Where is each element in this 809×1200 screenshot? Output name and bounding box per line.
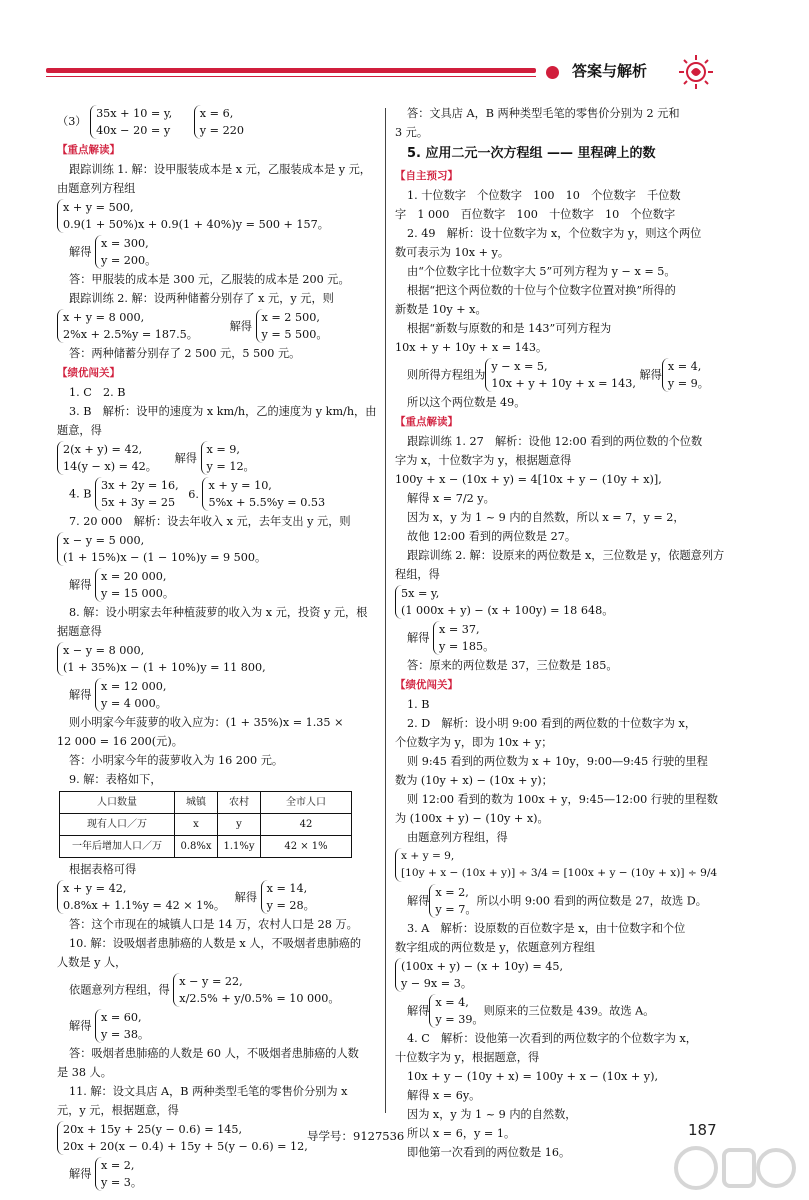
solution: y = 200。 bbox=[100, 254, 157, 267]
equation: y − x = 5, bbox=[491, 360, 548, 373]
solution: x = 4, bbox=[667, 360, 702, 373]
solution: x = 6, bbox=[199, 107, 234, 120]
answer-line: 所以小明 9:00 看到的两位数是 27，故选 D。 bbox=[476, 894, 707, 908]
header-title: 答案与解析 bbox=[572, 62, 648, 80]
equation: (1 + 15%)x − (1 − 10%)y = 9 500。 bbox=[63, 551, 267, 564]
equation: (1 + 35%)x − (1 + 10%)y = 11 800, bbox=[63, 661, 266, 674]
answer-line: 答：吸烟者患肺癌的人数是 60 人，不吸烟者患肺癌的人数 bbox=[69, 1047, 359, 1060]
solve-label: 解得 bbox=[69, 1019, 92, 1033]
answer-line: 根据表格可得 bbox=[69, 863, 137, 876]
solve-label: 解得 bbox=[639, 368, 662, 382]
equation: y − 9x = 3。 bbox=[401, 977, 473, 990]
answer-line: 数字组成的两位数是 y，依题意列方程组 bbox=[395, 941, 596, 954]
equation: 2(x + y) = 42, bbox=[63, 443, 143, 456]
equation: x − y = 5 000, bbox=[63, 534, 145, 547]
answer-line: 数为 (10y + x) − (10x + y)； bbox=[395, 774, 553, 787]
item-label: 6. bbox=[188, 487, 199, 501]
table-header-cell: 城镇 bbox=[175, 792, 218, 814]
equation: x − y = 22, bbox=[179, 975, 243, 988]
equation: 0.8%x + 1.1%y = 42 × 1%。 bbox=[63, 899, 226, 912]
equation: 5x = y, bbox=[401, 587, 440, 600]
section-title: 5. 应用二元一次方程组 —— 里程碑上的数 bbox=[407, 146, 656, 161]
solution: x = 37, bbox=[438, 623, 480, 636]
equation: 20x + 20(x − 0.4) + 15y + 5(y − 0.6) = 12, bbox=[63, 1140, 308, 1153]
answer-line: 由题意列方程组 bbox=[57, 182, 136, 195]
section-tag-key-points: 【重点解读】 bbox=[395, 416, 458, 428]
table-cell: 一年后增加人口／万 bbox=[60, 836, 175, 858]
answer-line: 3. A 解析：设原数的百位数字是 x，由十位数字和个位 bbox=[407, 922, 686, 935]
answer-line: 故他 12:00 看到的两位数是 27。 bbox=[407, 530, 577, 543]
equation: 3x + 2y = 16, bbox=[101, 479, 179, 492]
equation: x − y = 8 000, bbox=[63, 644, 145, 657]
table-row bbox=[60, 814, 352, 836]
table-cell: 42 bbox=[261, 814, 352, 836]
answer-line: 10. 解：设吸烟者患肺癌的人数是 x 人，不吸烟者患肺癌的 bbox=[69, 937, 362, 950]
answer-line: 10x + y + 10y + x = 143。 bbox=[395, 341, 548, 354]
solution: y = 28。 bbox=[266, 899, 315, 912]
solution: y = 220 bbox=[199, 124, 244, 137]
equation: 5x + 3y = 25 bbox=[101, 496, 176, 509]
answer-line: 答：原来的两位数是 37，三位数是 185。 bbox=[407, 659, 618, 672]
answer-line: 9. 解：表格如下， bbox=[69, 773, 162, 786]
answer-line: 2. 49 解析：设十位数字为 x，个位数字为 y，则这个两位 bbox=[407, 227, 702, 240]
answer-line bbox=[57, 104, 375, 140]
section-tag-preview: 【自主预习】 bbox=[395, 170, 458, 182]
equation: 10x + y + 10y + x = 143, bbox=[491, 377, 636, 390]
answer-line: 则 9:45 看到的两位数为 x + 10y，9:00—9:45 行驶的里程 bbox=[407, 755, 708, 768]
answer-line: 12 000 = 16 200(元)。 bbox=[57, 735, 183, 748]
table-cell: x bbox=[175, 814, 218, 836]
solution: y = 38。 bbox=[100, 1028, 150, 1041]
table-cell: 0.8%x bbox=[175, 836, 218, 858]
answer-line: 由“个位数字比十位数字大 5”可列方程为 y − x = 5。 bbox=[407, 265, 676, 278]
answer-line: 则小明家今年菠萝的收入应为：(1 + 35%)x = 1.35 × bbox=[69, 716, 344, 729]
answer-line: 答：这个市现在的城镇人口是 14 万，农村人口是 28 万。 bbox=[69, 918, 358, 931]
answer-line: 为 (100x + y) − (10y + x)。 bbox=[395, 812, 549, 825]
equation: x + y = 8 000, bbox=[63, 311, 145, 324]
answer-line: 解得 x = 6y。 bbox=[407, 1089, 481, 1102]
answer-line: 3 元。 bbox=[395, 126, 429, 139]
answer-line: 据题意得 bbox=[57, 625, 102, 638]
solution: y = 5 500。 bbox=[261, 328, 328, 341]
equation: (1 000x + y) − (x + 100y) = 18 648。 bbox=[401, 604, 614, 617]
header-rule bbox=[46, 68, 536, 73]
guide-number: 导学号：9127536 bbox=[307, 1129, 405, 1143]
equation: 35x + 10 = y, bbox=[96, 107, 173, 120]
table-header-cell: 人口数量 bbox=[60, 792, 175, 814]
equation: x + y = 10, bbox=[208, 479, 272, 492]
solve-label: 解得 bbox=[407, 894, 430, 908]
answer-line: 跟踪训练 1. 27 解析：设他 12:00 看到的两位数的个位数 bbox=[407, 435, 703, 448]
answer-line: 答：小明家今年的菠萝收入为 16 200 元。 bbox=[69, 754, 284, 767]
equation: x + y = 500, bbox=[63, 201, 134, 214]
solution: y = 39。 bbox=[435, 1013, 484, 1026]
solution: x = 14, bbox=[266, 882, 308, 895]
section-tag-excellence: 【绩优闯关】 bbox=[395, 679, 458, 691]
answer-line: 字 1 000 百位数字 100 十位数字 10 个位数字 bbox=[395, 208, 676, 221]
watermark-logo-icon bbox=[668, 1140, 798, 1196]
equation: 5%x + 5.5%y = 0.53 bbox=[208, 496, 326, 509]
equation: x + y = 42, bbox=[63, 882, 127, 895]
answer-line: 解得 x = 7/2 y。 bbox=[407, 492, 495, 505]
section-tag-key-points: 【重点解读】 bbox=[57, 144, 120, 156]
solve-label: 解得 bbox=[69, 245, 92, 259]
equation: (100x + y) − (x + 10y) = 45, bbox=[401, 960, 564, 973]
solution: y = 7。 bbox=[435, 903, 477, 916]
solve-label: 解得 bbox=[69, 688, 92, 702]
answer-line: 答：两种储蓄分别存了 2 500 元，5 500 元。 bbox=[69, 347, 301, 360]
solution: x = 4, bbox=[435, 996, 469, 1009]
table-cell: 1.1%y bbox=[218, 836, 261, 858]
answer-line: 跟踪训练 2. 解：设原来的两位数是 x，三位数是 y，依题意列方 bbox=[407, 549, 725, 562]
answer-line: 1. B bbox=[407, 698, 430, 711]
equation: 14(y − x) = 42。 bbox=[63, 460, 157, 473]
item-label: 4. B bbox=[69, 487, 92, 501]
solve-label: 解得 bbox=[69, 1167, 92, 1181]
answer-line: 4. C 解析：设他第一次看到的两位数字的个位数字为 x， bbox=[407, 1032, 697, 1045]
answer-line: 依题意列方程组，得 bbox=[69, 983, 170, 997]
table-row bbox=[60, 792, 352, 814]
answer-line: 程组，得 bbox=[395, 568, 440, 581]
answer-line: 答：甲服装的成本是 300 元，乙服装的成本是 200 元。 bbox=[69, 273, 350, 286]
solution: x = 300, bbox=[100, 237, 149, 250]
answer-line: 字为 x，十位数字为 y，根据题意得 bbox=[395, 454, 572, 467]
table-header-cell: 全市人口 bbox=[261, 792, 352, 814]
answer-line: 数可表示为 10x + y。 bbox=[395, 246, 510, 259]
answer-line: 1. C 2. B bbox=[69, 386, 126, 399]
solve-label: 解得 bbox=[407, 631, 430, 645]
table-cell: 现有人口／万 bbox=[60, 814, 175, 836]
solution: x = 2, bbox=[100, 1159, 135, 1172]
answer-line: 个位数字为 y，即为 10x + y； bbox=[395, 736, 553, 749]
answer-line: 题意，得 bbox=[57, 424, 102, 437]
left-column bbox=[57, 104, 375, 1192]
solution: y = 4 000。 bbox=[100, 697, 167, 710]
answer-line: 跟踪训练 1. 解：设甲服装成本是 x 元，乙服装成本是 y 元， bbox=[69, 163, 371, 176]
answer-line: 即他第一次看到的两位数是 16。 bbox=[407, 1146, 571, 1159]
table-cell: 42 × 1% bbox=[261, 836, 352, 858]
page-number: 187 bbox=[688, 1121, 717, 1139]
answer-line: 十位数字为 y，根据题意，得 bbox=[395, 1051, 540, 1064]
solution: x = 9, bbox=[206, 443, 240, 456]
solve-label: 解得 bbox=[69, 578, 92, 592]
solution: y = 9。 bbox=[667, 377, 709, 390]
answer-line: 1. 十位数字 个位数字 100 10 个位数字 千位数 bbox=[407, 189, 681, 202]
equation: 10x + y − (10y + x) = 100y + x − (10x + y), bbox=[407, 1070, 658, 1083]
item-label: （3） bbox=[57, 115, 87, 128]
solution: x = 2, bbox=[435, 886, 469, 899]
answer-line: 是 38 人。 bbox=[57, 1066, 112, 1079]
answer-line: 答：文具店 A，B 两种类型毛笔的零售价分别为 2 元和 bbox=[407, 107, 680, 120]
solution: y = 185。 bbox=[438, 640, 495, 653]
answer-line: 8. 解：设小明家去年种植菠萝的收入为 x 元，投资 y 元，根 bbox=[69, 606, 368, 619]
solution: y = 15 000。 bbox=[100, 587, 175, 600]
solution: x = 12 000, bbox=[100, 680, 167, 693]
header-rule-thin bbox=[46, 76, 536, 77]
table-cell: y bbox=[218, 814, 261, 836]
answer-line: 元，y 元，根据题意，得 bbox=[57, 1104, 179, 1117]
answer-line: 则 12:00 看到的数为 100x + y，9:45—12:00 行驶的里程数 bbox=[407, 793, 718, 806]
equation: 40x − 20 = y bbox=[96, 124, 171, 137]
answer-line: 2. D 解析：设小明 9:00 看到的两位数的十位数字为 x， bbox=[407, 717, 697, 730]
answer-line: 跟踪训练 2. 解：设两种储蓄分别存了 x 元，y 元，则 bbox=[69, 292, 334, 305]
answer-line: 所以这个两位数是 49。 bbox=[407, 396, 526, 409]
section-tag-excellence: 【绩优闯关】 bbox=[57, 367, 120, 379]
solve-label: 解得 bbox=[174, 451, 197, 465]
solution: x = 60, bbox=[100, 1011, 142, 1024]
solution: x = 2 500, bbox=[261, 311, 320, 324]
answer-line: 人数是 y 人， bbox=[57, 956, 127, 969]
solution: y = 3。 bbox=[100, 1176, 143, 1189]
equation: 20x + 15y + 25(y − 0.6) = 145, bbox=[63, 1123, 243, 1136]
population-table bbox=[59, 791, 352, 858]
answer-line: 11. 解：设文具店 A，B 两种类型毛笔的零售价分别为 x bbox=[69, 1085, 348, 1098]
column-divider bbox=[385, 108, 386, 1113]
equation: x/2.5% + y/0.5% = 10 000。 bbox=[179, 992, 340, 1005]
equation: 0.9(1 + 50%)x + 0.9(1 + 40%)y = 500 + 157。 bbox=[63, 218, 329, 231]
header-dot bbox=[546, 66, 559, 79]
answer-line: 7. 20 000 解析：设去年收入 x 元，去年支出 y 元，则 bbox=[69, 515, 351, 528]
answer-line: 因为 x，y 为 1 ~ 9 内的自然数， bbox=[407, 1108, 577, 1121]
answer-line: 根据“新数与原数的和是 143”可列方程为 bbox=[407, 322, 612, 335]
equation: [10y + x − (10x + y)] ÷ 3/4 = [100x + y − (10y + x)] ÷ 9/4 bbox=[401, 867, 718, 879]
solve-label: 解得 bbox=[229, 319, 252, 333]
solution: y = 12。 bbox=[206, 460, 255, 473]
solution: x = 20 000, bbox=[100, 570, 167, 583]
solve-label: 解得 bbox=[234, 890, 258, 904]
equation: 100y + x − (10x + y) = 4[10x + y − (10y + x)], bbox=[395, 473, 662, 486]
answer-line: 因为 x，y 为 1 ~ 9 内的自然数，所以 x = 7，y = 2， bbox=[407, 511, 685, 524]
answer-line: 所以 x = 6，y = 1。 bbox=[407, 1127, 516, 1140]
answer-line: 则所得方程组为 bbox=[407, 368, 486, 382]
answer-line: 则原来的三位数是 439。故选 A。 bbox=[483, 1004, 655, 1018]
table-header-cell: 农村 bbox=[218, 792, 261, 814]
equation: x + y = 9, bbox=[401, 850, 455, 862]
answer-line: 3. B 解析：设甲的速度为 x km/h，乙的速度为 y km/h，由 bbox=[69, 405, 377, 418]
equation: 2%x + 2.5%y = 187.5。 bbox=[63, 328, 198, 341]
answer-line: 新数是 10y + x。 bbox=[395, 303, 487, 316]
answer-line: 根据“把这个两位数的十位与个位数字位置对换”所得的 bbox=[407, 284, 676, 297]
sun-logo-icon bbox=[676, 52, 716, 92]
table-row bbox=[60, 836, 352, 858]
right-column bbox=[395, 104, 755, 1162]
answer-line: 由题意列方程组，得 bbox=[407, 831, 508, 844]
solve-label: 解得 bbox=[407, 1004, 430, 1018]
